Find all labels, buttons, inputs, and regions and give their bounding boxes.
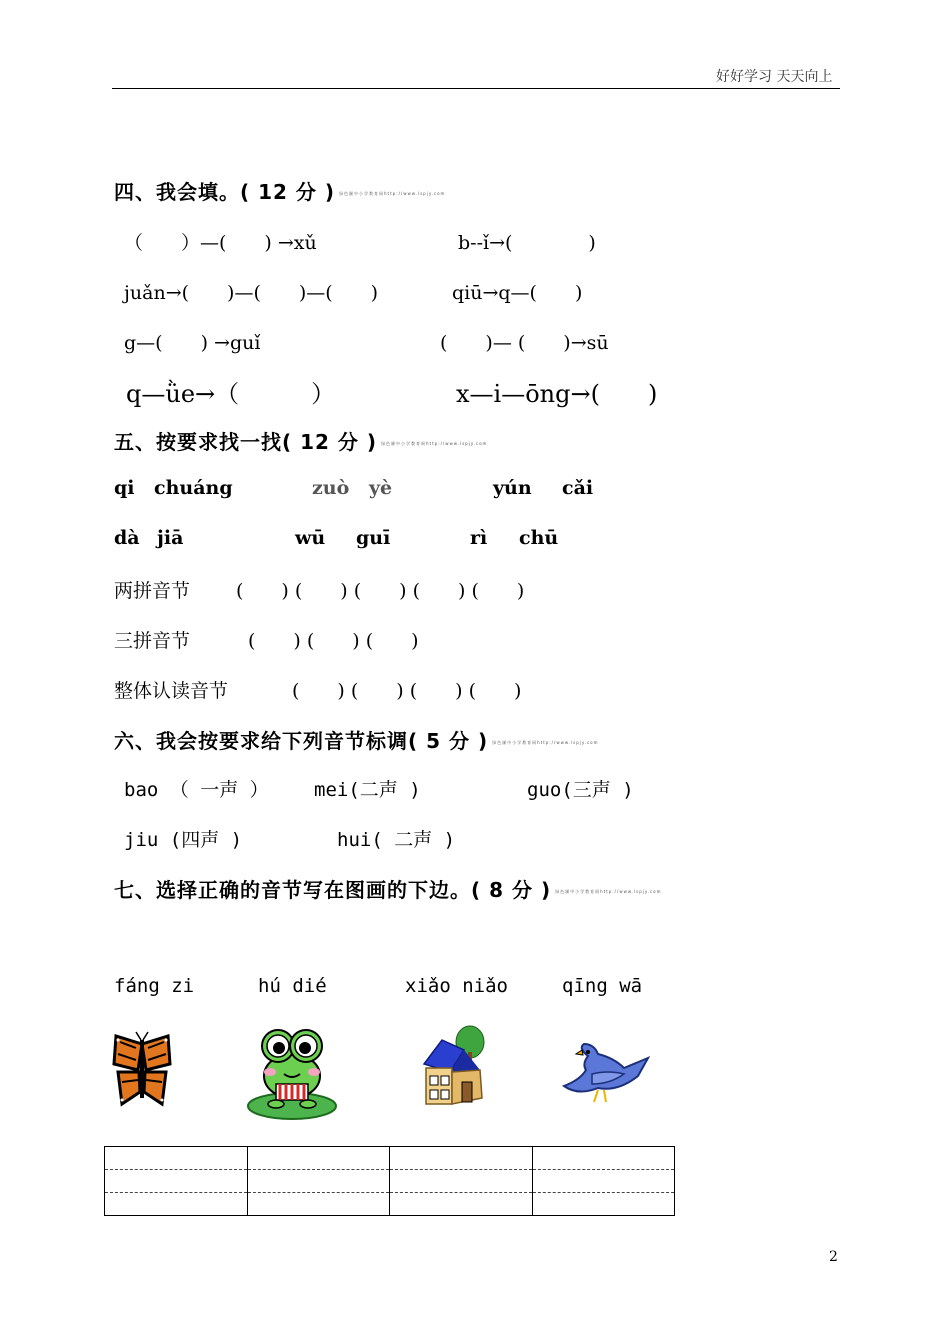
s4-row3-left: g—( ) →guǐ [124, 332, 261, 354]
tone-item: hui( 二声 ) [337, 829, 456, 851]
butterfly-picture [112, 1030, 172, 1110]
section6-title [114, 725, 599, 754]
header-divider [112, 88, 840, 89]
tone-item: guo(三声 ) [527, 779, 634, 801]
house-picture [420, 1024, 490, 1108]
syllable: guī [356, 527, 391, 549]
category-label: 两拼音节 [114, 580, 191, 602]
section4-title [114, 176, 445, 205]
answer-cell[interactable] [105, 1170, 248, 1193]
syllable: jiā [157, 527, 184, 549]
picture-word: xiǎo niǎo [405, 975, 508, 997]
watermark-text: 绿色圃中小学教育网http://www.lspjy.com [555, 888, 662, 894]
category-blanks: ( ) ( ) ( ) ( ) ( ) [236, 580, 525, 602]
syllable: dà [114, 527, 140, 549]
section6-title-text: 六、我会按要求给下列音节标调( 5 分 ) [114, 729, 489, 753]
syllable: yún [493, 477, 532, 499]
s4-row4-right: x—i—ōng→( ) [456, 380, 658, 408]
picture-word: qīng wā [562, 975, 643, 997]
s4-row1-right: b--ǐ→( ) [458, 232, 596, 254]
category-label: 三拼音节 [114, 630, 191, 652]
bird-picture [558, 1040, 652, 1106]
header-motto: 好好学习 天天向上 [716, 69, 833, 85]
answer-grid [104, 1146, 675, 1216]
tone-item: bao （ 一声 ） [124, 779, 269, 801]
answer-cell[interactable] [247, 1147, 390, 1170]
watermark-text: 绿色圃中小学教育网http://www.lspjy.com [381, 440, 488, 446]
syllable: chuáng [154, 477, 233, 499]
picture-word: fáng zi [114, 975, 195, 997]
answer-cell[interactable] [105, 1193, 248, 1216]
syllable: zuò [312, 477, 350, 499]
section4-title-text: 四、我会填。( 12 分 ) [114, 180, 336, 204]
category-blanks: ( ) ( ) ( ) [248, 630, 419, 652]
s4-row1-left: （ ）—( ) →xǔ [124, 232, 317, 254]
answer-cell[interactable] [390, 1193, 533, 1216]
syllable: cǎi [562, 477, 594, 499]
syllable: wū [295, 527, 326, 549]
section5-title-text: 五、按要求找一找( 12 分 ) [114, 430, 378, 454]
answer-cell[interactable] [532, 1147, 675, 1170]
section5-title [114, 426, 487, 455]
picture-word: hú dié [258, 975, 327, 997]
answer-cell[interactable] [247, 1170, 390, 1193]
watermark-text: 绿色圃中小学教育网http://www.lspjy.com [492, 739, 599, 745]
section7-title-text: 七、选择正确的音节写在图画的下边。( 8 分 ) [114, 878, 552, 902]
category-label: 整体认读音节 [114, 680, 229, 702]
answer-cell[interactable] [390, 1170, 533, 1193]
answer-cell[interactable] [390, 1147, 533, 1170]
syllable: yè [369, 477, 393, 499]
tone-item: jiu (四声 ) [124, 829, 243, 851]
syllable: chū [519, 527, 559, 549]
category-blanks: ( ) ( ) ( ) ( ) [292, 680, 522, 702]
syllable: rì [470, 527, 488, 549]
page-number: 2 [829, 1249, 838, 1265]
answer-cell[interactable] [532, 1193, 675, 1216]
syllable: qi [114, 477, 135, 499]
s4-row4-left: q—ǜe→（ ） [126, 380, 336, 408]
section7-title [114, 874, 662, 903]
watermark-text: 绿色圃中小学教育网http://www.lspjy.com [339, 190, 446, 196]
s4-row3-right: ( )— ( )→sū [440, 332, 609, 354]
frog-picture [246, 1022, 338, 1120]
answer-cell[interactable] [532, 1170, 675, 1193]
answer-cell[interactable] [247, 1193, 390, 1216]
s4-row2-right: qiū→q—( ) [452, 282, 583, 304]
s4-row2-left: juǎn→( )—( )—( ) [124, 282, 379, 304]
answer-cell[interactable] [105, 1147, 248, 1170]
tone-item: mei(二声 ) [314, 779, 421, 801]
